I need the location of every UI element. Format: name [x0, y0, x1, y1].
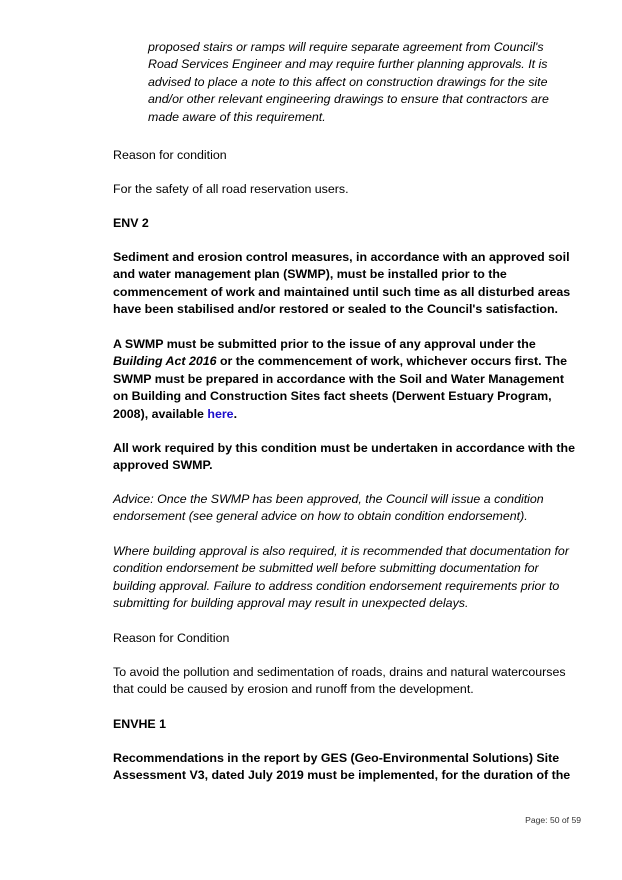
env2-paragraph-2 [113, 336, 579, 423]
envhe1-paragraph-1: Recommendations in the report by GES (Geo-Environmental Solutions) Site Assessment V3, dated July 2019 must be implemented, for the duration of the [113, 751, 571, 783]
building-act-reference: Building Act 2016 [113, 354, 217, 369]
env2-paragraph-2-part-b: or the commencement of work, whichever occurs first. The SWMP must be prepared in accordance with the Soil and Water Management on Building and Construction Sites fact sheets (Derwent Estuary Program, 2008), available [113, 354, 567, 421]
condition-heading-envhe1: ENVHE 1 [113, 717, 167, 731]
env2-paragraph-2-part-a: A SWMP must be submitted prior to the issue of any approval under the [113, 337, 536, 351]
reason-heading-2: Reason for Condition [113, 631, 230, 645]
reason-heading-1: Reason for condition [113, 148, 227, 162]
env2-advice-2: Where building approval is also required, it is recommended that documentation for condition endorsement be submitted well before submitting documentation for building approval. Failure to address condition endorsement requirements prior to submitting for building approval may result in unexpected delays. [113, 544, 569, 611]
condition-heading-env2: ENV 2 [113, 216, 149, 230]
env2-paragraph-3: All work required by this condition must be undertaken in accordance with the approved SWMP. [113, 441, 575, 473]
reason-text-1: For the safety of all road reservation users. [113, 182, 349, 196]
env2-paragraph-1: Sediment and erosion control measures, in accordance with an approved soil and water management plan (SWMP), must be installed prior to the commencement of work and maintained until such time as all disturbed areas have been stabilised and/or restored or sealed to the Council's satisfaction. [113, 250, 571, 317]
here-link[interactable]: here [207, 406, 234, 421]
intro-advice-paragraph: proposed stairs or ramps will require separate agreement from Council's Road Services Engineer and may require further planning approvals. It is advised to place a note to this affect on construction drawings for the site and/or other relevant engineering drawings to ensure that contractors are made aware of this requirement. [148, 40, 549, 124]
env2-paragraph-2-end: . [233, 406, 238, 421]
page-number: Page: 50 of 59 [525, 815, 581, 825]
env2-advice-1: Advice: Once the SWMP has been approved, the Council will issue a condition endorsement (see general advice on how to obtain condition endorsement). [113, 492, 544, 524]
intro-advice-text [148, 39, 568, 126]
reason-text-2: To avoid the pollution and sedimentation of roads, drains and natural watercourses that could be caused by erosion and runoff from the development. [113, 665, 566, 697]
